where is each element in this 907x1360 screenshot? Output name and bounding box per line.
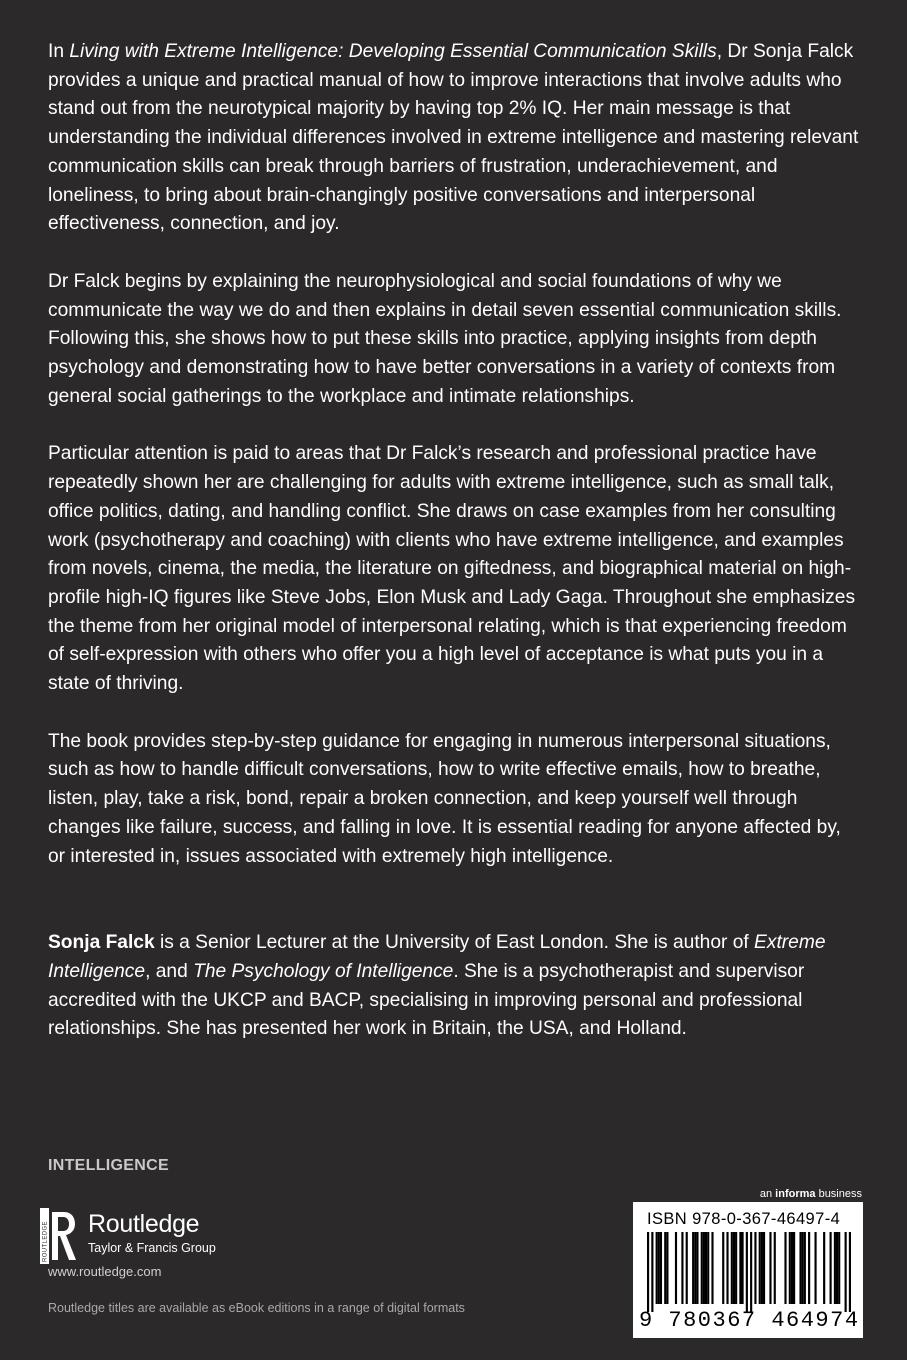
- barcode-bar: [739, 1232, 741, 1304]
- logo-vertical-text: ROUTLEDGE: [42, 1221, 49, 1262]
- barcode-bar: [759, 1232, 761, 1304]
- barcode-bar: [694, 1232, 696, 1304]
- barcode-bar: [763, 1232, 765, 1304]
- barcode-bar: [814, 1232, 816, 1304]
- barcode-bars-icon: [647, 1232, 851, 1312]
- barcode-bar: [808, 1232, 810, 1304]
- publisher-name: Routledge: [88, 1210, 200, 1238]
- publisher-group: Taylor & Francis Group: [88, 1241, 216, 1255]
- barcode-bar: [701, 1232, 703, 1304]
- publisher-url[interactable]: www.routledge.com: [48, 1264, 162, 1279]
- barcode-bar: [784, 1232, 786, 1304]
- barcode-bar: [769, 1232, 771, 1304]
- barcode-bar: [849, 1232, 851, 1312]
- barcode-bar: [834, 1232, 836, 1304]
- author-name: Sonja Falck: [48, 932, 155, 954]
- barcode-bar: [733, 1232, 735, 1304]
- barcode-bar: [746, 1232, 748, 1312]
- barcode-bar: [726, 1232, 728, 1304]
- barcode-bar: [675, 1232, 677, 1304]
- barcode-bar: [696, 1232, 698, 1304]
- barcode-bar: [789, 1232, 791, 1304]
- book-title: Living with Extreme Intelligence: Developing Essential Communication Skills: [69, 41, 717, 62]
- barcode-bar: [750, 1232, 752, 1312]
- blurb-paragraph-2: Dr Falck begins by explaining the neurophysiological and social foundations of why we communicate the way we do and then explains in detail seven essential communication skills. Following this, she shows how to put these skills into practice, applying insights from depth psychology and demonstrating how to have better conversations in a variety of contexts from general social gatherings to the workplace and intimate relationships.: [48, 270, 842, 407]
- barcode-bar: [804, 1232, 806, 1304]
- barcode-bar: [711, 1232, 713, 1304]
- barcode-bar: [830, 1232, 832, 1304]
- barcode-bar: [658, 1232, 660, 1304]
- author-bio: Sonja Falck is a Senior Lecturer at the University of East London. She is author of Extreme Intelligence, and The Psychology of Intelligence. She is a psychotherapist and supervisor accredited with the UKCP and BACP, specialising in improving personal and professional relationships. She has presented her work in Britain, the USA, and Holland.: [48, 932, 826, 1040]
- barcode-bar: [722, 1232, 724, 1304]
- isbn-label: ISBN 978-0-367-46497-4: [647, 1210, 841, 1228]
- barcode-bar: [791, 1232, 793, 1304]
- barcode-bar: [741, 1232, 743, 1304]
- subject-category: INTELLIGENCE: [48, 1157, 169, 1174]
- informa-tagline: an informa business: [759, 1188, 862, 1200]
- barcode-bar: [651, 1232, 653, 1312]
- barcode-bar: [647, 1232, 649, 1312]
- back-cover-blurb: [48, 38, 860, 1073]
- barcode-bar: [836, 1232, 838, 1304]
- barcode-bar: [660, 1232, 662, 1304]
- barcode-bar: [731, 1232, 733, 1304]
- barcode-bar: [799, 1232, 801, 1304]
- barcode-bar: [761, 1232, 763, 1304]
- barcode-bar: [793, 1232, 795, 1304]
- blurb-paragraph-3: Particular attention is paid to areas that Dr Falck’s research and professional practice have repeatedly shown her are challenging for adults with extreme intelligence, such as small talk, office politics, dating, and handling conflict. She draws on case examples from her consulting work (psychotherapy and coaching) with clients who have extreme intelligence, and examples from novels, cinema, the media, the literature on giftedness, and biographical material on high-profile high-IQ figures like Steve Jobs, Elon Musk and Lady Gaga. Throughout she emphasizes the theme from her original model of interpersonal relating, which is that experiencing freedom of self-expression with others who offer you a high level of acceptance is what puts you in a state of thriving.: [48, 443, 856, 695]
- barcode-bar: [707, 1232, 709, 1304]
- barcode-bar: [735, 1232, 737, 1304]
- barcode-digits: 9 780367 464974: [639, 1308, 860, 1333]
- barcode-bar: [774, 1232, 776, 1304]
- barcode-bar: [666, 1232, 668, 1304]
- barcode-bar: [692, 1232, 694, 1304]
- isbn-barcode: [633, 1202, 863, 1338]
- barcode-bar: [656, 1232, 658, 1304]
- blurb-paragraph-4: The book provides step-by-step guidance for engaging in numerous interpersonal situations, such as how to handle difficult conversations, how to write effective emails, how to breathe, listen, play, take a risk, bond, repair a broken connection, and keep yourself well through changes like failure, success, and falling in love. It is essential reading for anyone affected by, or interested in, issues associated with extremely high intelligence.: [48, 730, 841, 867]
- ebook-note: Routledge titles are available as eBook editions in a range of digital formats: [48, 1301, 465, 1315]
- barcode-bar: [703, 1232, 705, 1304]
- barcode-bar: [705, 1232, 707, 1304]
- barcode-bar: [664, 1232, 666, 1304]
- publisher-block: [40, 1206, 300, 1286]
- barcode-bar: [754, 1232, 756, 1304]
- routledge-logo-icon: [40, 1208, 78, 1264]
- barcode-bar: [802, 1232, 804, 1304]
- barcode-bar: [686, 1232, 688, 1304]
- barcode-bar: [845, 1232, 847, 1312]
- barcode-bar: [838, 1232, 840, 1304]
- blurb-paragraph-1: In Living with Extreme Intelligence: Developing Essential Communication Skills, Dr Sonja Falck provides a unique and practical manual of how to improve interactions that involve adults who stand out from the neurotypical majority by having top 2% IQ. Her main message is that understanding the individual differences involved in extreme intelligence and mastering relevant communication skills can break through barriers of frustration, underachievement, and loneliness, to bring about brain-changingly positive conversations and interpersonal effectiveness, connection, and joy.: [48, 41, 859, 235]
- barcode-bar: [681, 1232, 683, 1304]
- barcode-bar: [823, 1232, 825, 1304]
